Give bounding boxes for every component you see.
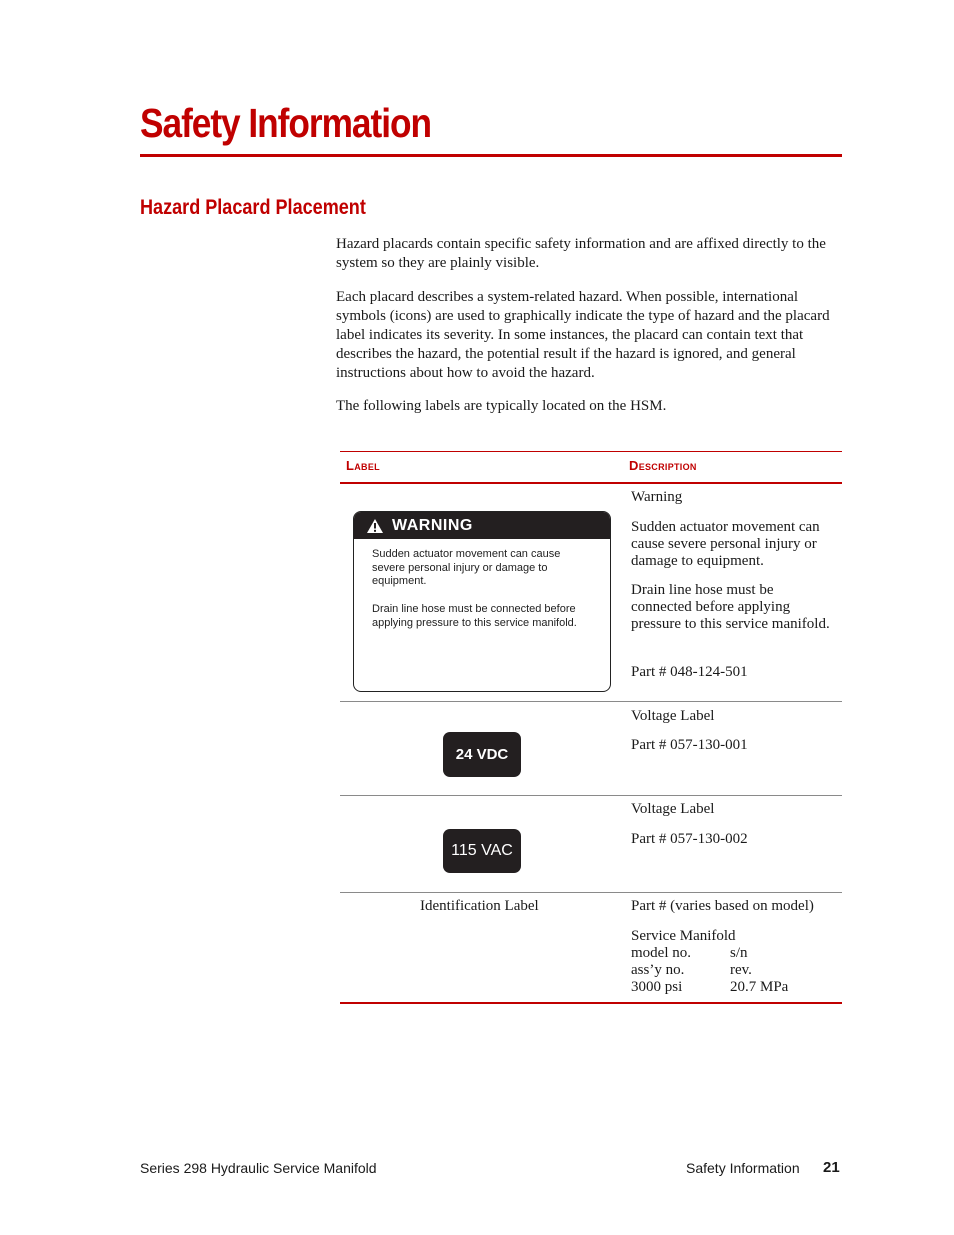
placard-instruction-text: Drain line hose must be connected before applying pressure to this service manifold. (372, 603, 577, 629)
row1-desc-instruction: Drain line hose must be connected before applying pressure to this service manifold. (631, 582, 830, 632)
row3-desc-title: Voltage Label (631, 801, 715, 817)
row-divider (340, 795, 842, 796)
identification-label-text: Identification Label (420, 898, 539, 914)
spec-pressure-psi: 3000 psi (631, 979, 683, 995)
table-header-description: Description (629, 458, 697, 473)
placard-hazard-text: Sudden actuator movement can cause severe personal injury or damage to equipment. (372, 548, 561, 587)
row3-part-number: Part # 057-130-002 (631, 831, 748, 847)
warning-placard-header (354, 512, 610, 539)
row1-part-number: Part # 048-124-501 (631, 664, 748, 680)
title-rule (140, 154, 842, 157)
row2-desc-title: Voltage Label (631, 708, 715, 724)
footer-section-name: Safety Information (686, 1160, 800, 1176)
row4-service-manifold: Service Manifold (631, 928, 736, 944)
spec-assembly-no: ass’y no. (631, 962, 685, 978)
voltage-label-115vac: 115 VAC (443, 829, 521, 873)
labels-intro-paragraph: The following labels are typically located on the HSM. (336, 398, 667, 414)
row1-desc-hazard: Sudden actuator movement can cause severe personal injury or damage to equipment. (631, 519, 820, 569)
spec-model-no: model no. (631, 945, 691, 961)
row-divider (340, 892, 842, 893)
table-header-rule (340, 482, 842, 484)
warning-placard-title: WARNING (392, 516, 473, 534)
section-heading: Hazard Placard Placement (140, 196, 366, 219)
page-title: Safety Information (140, 100, 431, 146)
warning-placard (353, 511, 611, 692)
spec-revision: rev. (730, 962, 752, 978)
warning-triangle-icon (366, 518, 384, 534)
voltage-label-24vdc: 24 VDC (443, 732, 521, 777)
table-top-rule (340, 451, 842, 452)
spec-serial-no: s/n (730, 945, 748, 961)
row2-part-number: Part # 057-130-001 (631, 737, 748, 753)
page-number: 21 (823, 1159, 840, 1176)
table-bottom-rule (340, 1002, 842, 1004)
row-divider (340, 701, 842, 702)
intro-paragraph: Hazard placards contain specific safety information and are affixed directly to the system so they are plainly visible. (336, 236, 826, 271)
footer-document-title: Series 298 Hydraulic Service Manifold (140, 1160, 377, 1176)
table-header-label: Label (346, 458, 380, 473)
row1-desc-title: Warning (631, 489, 683, 505)
row4-part-number: Part # (varies based on model) (631, 898, 814, 914)
description-paragraph: Each placard describes a system-related hazard. When possible, international symbols (icons) are used to graphically indicate the type of hazard and the placard label indicates its severity. In some instances, the placard can contain text that describes the hazard, the potential result if the hazard is ignored, and general instructions about how to avoid the hazard. (336, 289, 830, 381)
spec-pressure-mpa: 20.7 MPa (730, 979, 789, 995)
